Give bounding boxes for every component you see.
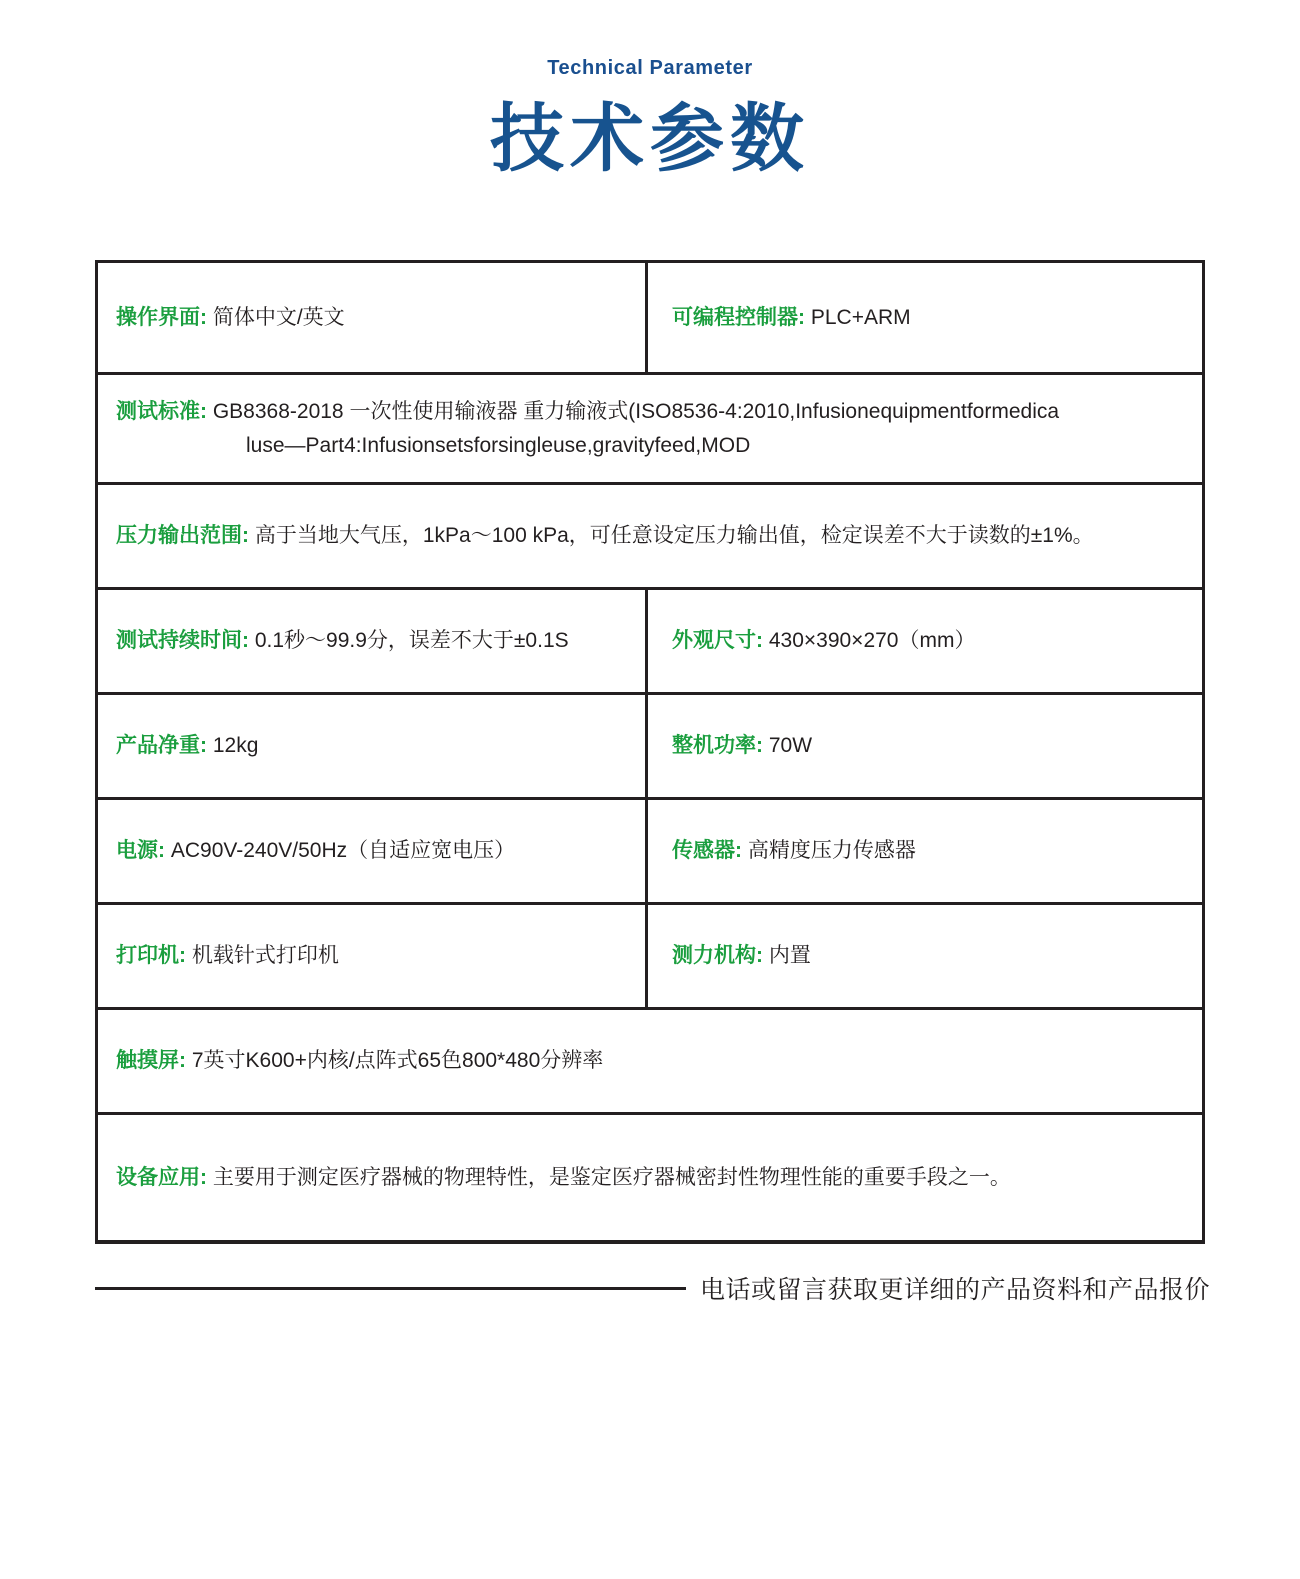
spec-value-line1: GB8368-2018 一次性使用输液器 重力输液式(ISO8536-4:2010,Infusionequipmentformedica: [212, 399, 1060, 423]
spec-cell-net-weight: [98, 695, 648, 797]
spec-value-line2: luse—Part4:Infusionsetsforsingleuse,gravityfeed,MOD: [246, 433, 751, 457]
spec-label: 触摸屏:: [116, 1049, 186, 1072]
spec-value: 主要用于测定医疗器械的物理特性，是鉴定医疗器械密封性物理性能的重要手段之一。: [212, 1165, 1011, 1189]
spec-value: 70W: [768, 734, 813, 757]
page-header: [0, 0, 1300, 180]
spec-label: 设备应用:: [116, 1165, 207, 1189]
spec-cell-pressure-output-range: [98, 485, 1202, 587]
spec-label: 外观尺寸:: [672, 629, 763, 652]
spec-label: 测试标准:: [116, 399, 207, 423]
table-row: [98, 800, 1202, 905]
spec-cell-total-power: [648, 695, 1202, 797]
spec-value: 12kg: [212, 734, 259, 757]
spec-value: 高于当地大气压，1kPa～100 kPa，可任意设定压力输出值，检定误差不大于读数的±1%。: [254, 524, 1094, 547]
spec-cell-device-application: [98, 1115, 1202, 1240]
spec-label: 产品净重:: [116, 734, 207, 757]
spec-value: 简体中文/英文: [212, 305, 345, 329]
spec-cell-operation-interface: [98, 263, 648, 372]
header-eyebrow: Technical Parameter: [547, 57, 753, 79]
footer-divider-line: [95, 1287, 686, 1290]
table-row: [98, 695, 1202, 800]
spec-label: 可编程控制器:: [672, 305, 805, 329]
spec-value: 7英寸K600+内核/点阵式65色800*480分辨率: [191, 1049, 604, 1072]
page-title: 技术参数: [490, 97, 810, 180]
spec-label: 操作界面:: [116, 305, 207, 329]
technical-parameter-table: [95, 260, 1205, 1244]
spec-label: 测力机构:: [672, 944, 763, 967]
spec-value: 机载针式打印机: [191, 944, 339, 967]
footer: [95, 1270, 1210, 1306]
spec-cell-force-mechanism: [648, 905, 1202, 1007]
spec-label: 测试持续时间:: [116, 629, 249, 652]
table-row: [98, 375, 1202, 485]
spec-cell-touchscreen: [98, 1010, 1202, 1112]
table-row: [98, 590, 1202, 695]
spec-cell-sensor: [648, 800, 1202, 902]
spec-label: 整机功率:: [672, 734, 763, 757]
spec-cell-power-supply: [98, 800, 648, 902]
table-row: [98, 1115, 1202, 1240]
spec-value: 内置: [768, 944, 811, 967]
spec-cell-dimensions: [648, 590, 1202, 692]
spec-value: PLC+ARM: [810, 305, 911, 329]
table-row: [98, 485, 1202, 590]
spec-cell-printer: [98, 905, 648, 1007]
spec-cell-plc-controller: [648, 263, 1202, 372]
table-row: [98, 1010, 1202, 1115]
spec-label: 压力输出范围:: [116, 524, 249, 547]
table-row: [98, 263, 1202, 375]
spec-label: 打印机:: [116, 944, 186, 967]
spec-cell-test-standard: [98, 375, 1202, 482]
footer-contact-text: 电话或留言获取更详细的产品资料和产品报价: [699, 1276, 1210, 1304]
table-row: [98, 905, 1202, 1010]
spec-cell-test-duration: [98, 590, 648, 692]
spec-value: 430×390×270（mm）: [768, 629, 976, 652]
spec-label: 电源:: [116, 839, 165, 862]
spec-value: 高精度压力传感器: [747, 839, 916, 862]
spec-label: 传感器:: [672, 839, 742, 862]
spec-value: AC90V-240V/50Hz（自适应宽电压）: [170, 839, 516, 862]
spec-value: 0.1秒～99.9分，误差不大于±0.1S: [254, 629, 569, 652]
